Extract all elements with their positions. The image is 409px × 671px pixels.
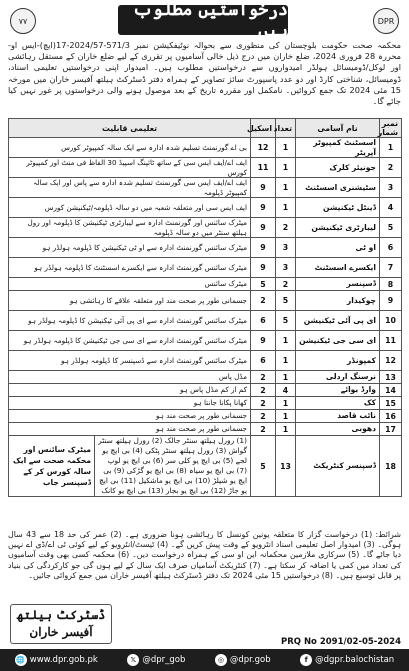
- cell-qualification: بی اے گورنمنٹ تسلیم شدہ ادارہ سے ایک سالہ کمپیوٹر کورس: [9, 138, 251, 158]
- cell-serial: 17: [380, 423, 402, 436]
- terms-paragraph: شرائط: (1) درخواست گزار کا متعلقہ یونین کونسل کا رہائشی ہونا ضروری ہے۔ (2) عمر کی حد 18 سے 43 سال ہوگی۔ (3) امیدوار اصل تعلیمی اسناد انٹرویو کے وقت پیش کریں گے۔ (4) ٹیسٹ/انٹرویو کے لیے کوئی ٹی اے/ڈی اے نہیں دیا جائے گا۔ (5) سرکاری ملازمین محکمانہ این او سی کے ہمراہ درخواست دیں۔ (6) محکمہ کسی بھی وقت آسامیوں کی تعداد میں کمی یا اضافہ کر سکتا ہے۔ (7) کنٹریکٹ آسامیاں صرف ایک سال کے لیے ہوں گی جو کارکردگی کی بنیاد پر قابل توسیع ہیں۔ (8) درخواستیں 15 مئی 2024 تک دفتر ڈسٹرکٹ ہیلتھ آفیسر خاران میں جمع کروائی جائیں۔: [8, 530, 401, 580]
- cell-scale: 9: [251, 258, 276, 278]
- cell-post-name: دھوبی: [296, 423, 380, 436]
- cell-serial: 1: [380, 138, 402, 158]
- balochistan-emblem-logo: [10, 8, 36, 34]
- globe-icon: 🌐: [16, 656, 26, 664]
- cell-qualification: میٹرک سائنس گورنمنٹ ادارہ سے ای سی جی ٹیکنیشن کا ڈپلومہ ہولڈر ہو: [9, 331, 251, 351]
- cell-post-name: وارڈ بوائے: [296, 384, 380, 397]
- cell-serial: 2: [380, 158, 402, 178]
- cell-scale: 6: [251, 351, 276, 371]
- cell-count: 13: [276, 436, 296, 497]
- table-header-row: [9, 119, 402, 138]
- cell-count: 3: [276, 258, 296, 278]
- header-serial: نمبر شمار: [380, 119, 402, 138]
- cell-qualification: ایف اے/ایف ایس سی کے ساتھ ٹائپنگ اسپیڈ 30 الفاظ فی منٹ اور کمپیوٹر کورس: [9, 158, 251, 178]
- signature-line-1: ڈسٹرکٹ ہیلتھ: [16, 608, 106, 622]
- cell-scale: 2: [251, 410, 276, 423]
- cell-post-name: ای سی جی ٹیکنیشن: [296, 331, 380, 351]
- cell-post-name: او ٹی: [296, 238, 380, 258]
- cell-qualification: ایف ایس سی اور متعلقہ شعبہ میں دو سالہ ڈپلومہ/ٹیکنیشن کورس: [9, 198, 251, 218]
- table-row: [9, 410, 402, 423]
- cell-qualification: ایف اے/ایف ایس سی گورنمنٹ تسلیم شدہ ادارہ سے پاس اور ایک سالہ کمپیوٹر ڈپلومہ: [9, 178, 251, 198]
- cell-qualification: جسمانی طور پر صحت مند اور متعلقہ علاقے کا رہائشی ہو: [9, 291, 251, 311]
- cell-serial: 9: [380, 291, 402, 311]
- cell-qualification: مڈل پاس: [9, 371, 251, 384]
- cell-post-name: لیبارٹری ٹیکنیشن: [296, 218, 380, 238]
- cell-serial: 7: [380, 258, 402, 278]
- header-qualification: تعلیمی قابلیت: [9, 119, 251, 138]
- cell-post-name: ڈینٹل ٹیکنیشن: [296, 198, 380, 218]
- table-row: [9, 138, 402, 158]
- vacancies-table: [8, 118, 402, 497]
- table-row: [9, 218, 402, 238]
- header-scale: اسکیل: [251, 119, 276, 138]
- cell-count: 1: [276, 423, 296, 436]
- cell-count: 2: [276, 278, 296, 291]
- cell-qualification: میٹرک سائنس گورنمنٹ ادارہ سے ای پی آئی ٹیکنیشن کا ڈپلومہ ہولڈر ہو: [9, 311, 251, 331]
- cell-serial: 4: [380, 198, 402, 218]
- cell-qualification: کم از کم مڈل پاس ہو: [9, 384, 251, 397]
- cell-serial: 11: [380, 331, 402, 351]
- cell-count: 2: [276, 218, 296, 238]
- cell-serial: 18: [380, 436, 402, 497]
- cell-serial: 5: [380, 218, 402, 238]
- cell-scale: 5: [251, 436, 276, 497]
- cell-scale: 9: [251, 218, 276, 238]
- cell-qualification: میٹرک سائنس گورنمنٹ ادارہ سے او ٹی ٹیکنیشن کا ڈپلومہ ہولڈر ہو: [9, 238, 251, 258]
- table-row: [9, 238, 402, 258]
- cell-post-name: جونیئر کلرک: [296, 158, 380, 178]
- cell-qualification: جسمانی طور پر صحت مند ہو: [9, 410, 251, 423]
- table-row: [9, 423, 402, 436]
- cell-serial: 13: [380, 371, 402, 384]
- cell-count: 1: [276, 410, 296, 423]
- instagram-icon: ◎: [215, 654, 227, 666]
- footer-bar: [0, 649, 409, 671]
- cell-post-name: ایکسرے اسسٹنٹ: [296, 258, 380, 278]
- cell-serial: 12: [380, 351, 402, 371]
- footer-facebook-text: @dgpr.balochistan: [315, 655, 395, 665]
- cell-count: 3: [276, 238, 296, 258]
- cell-serial: 16: [380, 410, 402, 423]
- cell-count: 1: [276, 158, 296, 178]
- table-row: [9, 331, 402, 351]
- signature-line-2: آفیسر خاران: [29, 625, 93, 639]
- footer-website-link[interactable]: [15, 654, 98, 666]
- cell-post-name: ڈسپنسر کنٹریکٹ: [296, 436, 380, 497]
- cell-qualification: میٹرک سائنس گورنمنٹ ادارہ سے ڈسپنسر کا ڈپلومہ ہولڈر ہو: [9, 351, 251, 371]
- cell-count: 1: [276, 138, 296, 158]
- cell-count: 1: [276, 198, 296, 218]
- header-count: تعداد: [276, 119, 296, 138]
- page-title: درخواستیں مطلوب ہیں: [118, 5, 288, 35]
- x-twitter-icon: 𝕏: [127, 654, 139, 666]
- cell-qualification: کھانا پکانا جانتا ہو: [9, 397, 251, 410]
- prq-number: PRQ No 2091/02-05-2024: [280, 637, 401, 647]
- table-row: [9, 397, 402, 410]
- cell-scale: 2: [251, 423, 276, 436]
- cell-serial: 14: [380, 384, 402, 397]
- cell-scale: 6: [251, 311, 276, 331]
- cell-scale: 2: [251, 384, 276, 397]
- cell-count: 1: [276, 178, 296, 198]
- cell-count: 5: [276, 291, 296, 311]
- cell-scale: 5: [251, 278, 276, 291]
- cell-serial: 15: [380, 397, 402, 410]
- cell-qualification: میٹرک سائنس اور گورنمنٹ ادارہ سے لیبارٹری ٹیکنیشن کا ڈپلومہ اور رول ہیلتھ سنٹر میں دو سالہ ڈپلومہ: [9, 218, 251, 238]
- cell-qualification: (1) رورل ہیلتھ سنٹر جالک (2) رورل ہیلتھ سنٹر گواش (3) رورل ہیلتھ سنٹر پٹکی (4) بی ایچ یو لجے (5) بی ایچ یو کلی سر (6) بی ایچ یو لوپ (7) بی ایچ یو سیاہ (8) بی ایچ یو گڑکی (9) بی ایچ یو شیلڑ (10) بی ایچ یو ماشکیل (11) بی ایچ یو جاڑ (12) بی ایچ یو بجار (13) بی ایچ یو کانک: [95, 436, 251, 497]
- cell-serial: 3: [380, 178, 402, 198]
- cell-scale: 9: [251, 331, 276, 351]
- cell-count: 1: [276, 371, 296, 384]
- cell-qualification: میٹرک سائنس: [9, 278, 251, 291]
- footer-twitter-link[interactable]: [127, 654, 185, 666]
- cell-serial: 8: [380, 278, 402, 291]
- table-row: [9, 158, 402, 178]
- cell-count: 5: [276, 311, 296, 331]
- cell-post-name: ڈسپنسر: [296, 278, 380, 291]
- table-row: [9, 311, 402, 331]
- cell-qualification-extra: میٹرک سائنس اور محکمہ صحت سے ایک سالہ کورس کر کے ڈسپنسر جاب: [9, 436, 95, 497]
- cell-post-name: سٹیشنری اسسٹنٹ: [296, 178, 380, 198]
- table-row: [9, 384, 402, 397]
- cell-scale: 2: [251, 397, 276, 410]
- table-row: [9, 436, 402, 497]
- cell-scale: 2: [251, 371, 276, 384]
- footer-website-text: www.dpr.gob.pk: [29, 655, 98, 665]
- cell-serial: 6: [380, 238, 402, 258]
- cell-scale: 11: [251, 158, 276, 178]
- footer-instagram-text: @dpr.gob: [229, 655, 271, 665]
- cell-scale: 9: [251, 238, 276, 258]
- footer-facebook-link[interactable]: [300, 654, 394, 666]
- cell-scale: 12: [251, 138, 276, 158]
- footer-instagram-link[interactable]: [215, 654, 271, 666]
- table-row: [9, 371, 402, 384]
- logo-left-text: ۷۷: [18, 16, 28, 26]
- table-row: [9, 178, 402, 198]
- table-row: [9, 198, 402, 218]
- cell-count: 4: [276, 384, 296, 397]
- table-row: [9, 351, 402, 371]
- cell-count: 1: [276, 397, 296, 410]
- cell-post-name: نائب قاصد: [296, 410, 380, 423]
- cell-post-name: اسسٹنٹ کمپیوٹر آپریٹر: [296, 138, 380, 158]
- signature-block: [10, 604, 112, 644]
- cell-count: 1: [276, 331, 296, 351]
- cell-post-name: نرسنگ اردلی: [296, 371, 380, 384]
- header-post-name: نام آسامی: [296, 119, 380, 138]
- table-row: [9, 291, 402, 311]
- cell-scale: 2: [251, 291, 276, 311]
- intro-paragraph: محکمہ صحت حکومت بلوچستان کی منظوری سے بحوالہ نوٹیفکیشن نمبر 571/3-2024/57-17(ایچ)-ایس او- محررہ 28 فروری 2024، ضلع خاران میں درج ذیل خالی آسامیوں پر تقرری کے لیے ضلع خاران کے مستقل رہائشی اور لوکل/ڈومیسائل ہولڈر امیدواروں سے درخواستیں مطلوب ہیں۔ امیدوار اپنی درخواستیں تعلیمی اسناد، ڈومیسائل، شناختی کارڈ اور دو عدد پاسپورٹ سائز تصاویر کے ہمراہ دفتر ڈسٹرکٹ ہیلتھ آفیسر خاران میں مورخہ 15 مئی 2024 تک جمع کروائیں۔ نامکمل اور مقررہ تاریخ کے بعد موصول ہونے والی درخواستوں پر غور نہیں کیا جائے گا۔: [8, 40, 402, 107]
- facebook-icon: f: [300, 654, 312, 666]
- footer-twitter-text: @dpr_gob: [142, 655, 186, 665]
- cell-qualification: جسمانی طور پر صحت مند ہو: [9, 423, 251, 436]
- logo-right-text: DPR: [377, 16, 395, 26]
- cell-qualification: میٹرک سائنس گورنمنٹ ادارہ سے ایکسرے اسسٹنٹ کا ڈپلومہ ہولڈر ہو: [9, 258, 251, 278]
- dpr-logo: [373, 8, 399, 34]
- cell-scale: 9: [251, 198, 276, 218]
- cell-serial: 10: [380, 311, 402, 331]
- cell-post-name: کک: [296, 397, 380, 410]
- cell-count: 1: [276, 351, 296, 371]
- table-row: [9, 278, 402, 291]
- cell-post-name: کمپونڈر: [296, 351, 380, 371]
- cell-post-name: ای پی آئی ٹیکنیشن: [296, 311, 380, 331]
- table-row: [9, 258, 402, 278]
- cell-post-name: چوکیدار: [296, 291, 380, 311]
- cell-scale: 9: [251, 178, 276, 198]
